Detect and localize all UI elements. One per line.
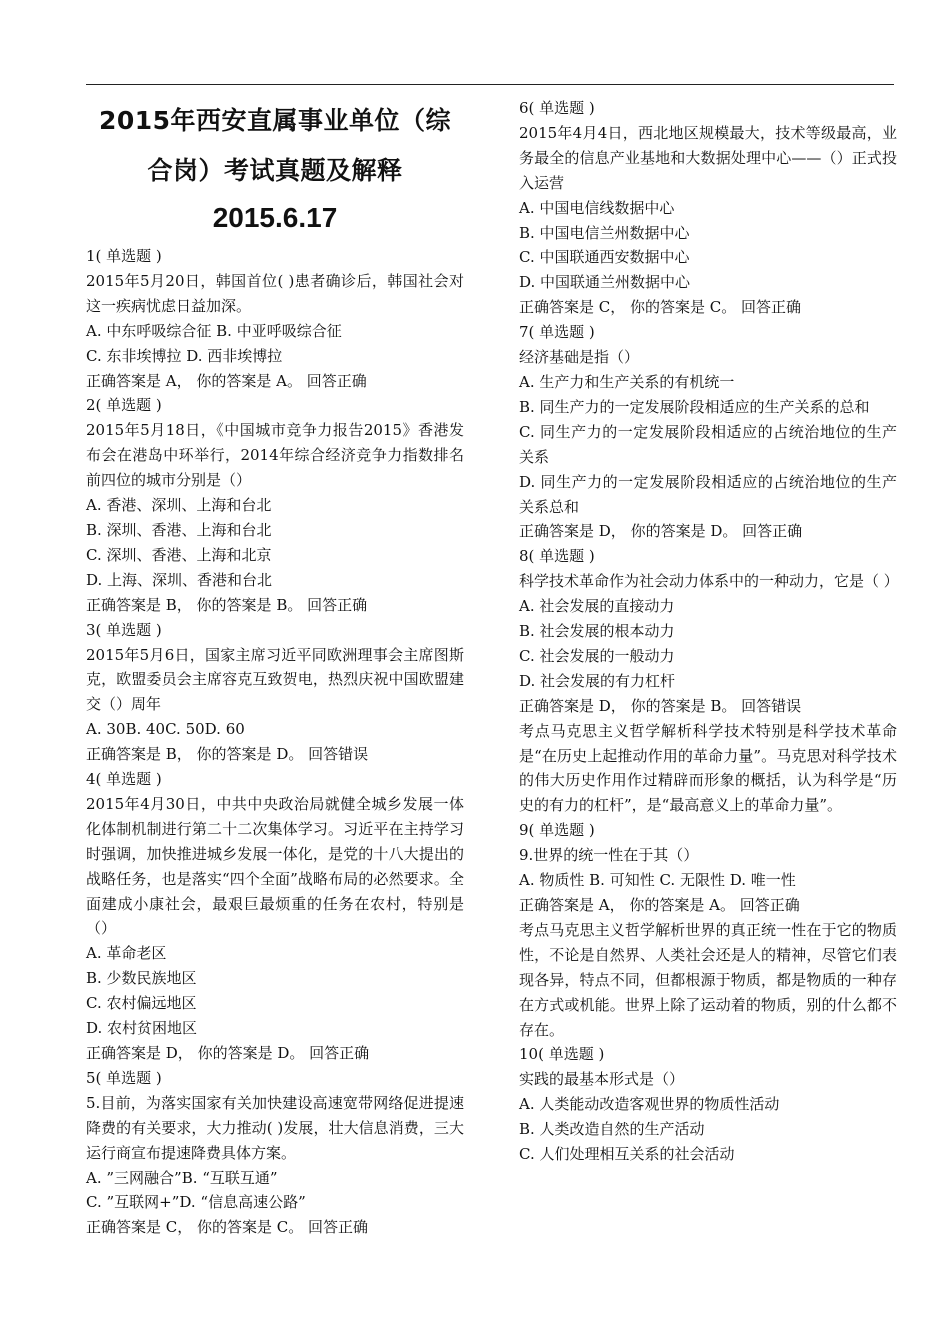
text-paragraph: 正确答案是 C， 你的答案是 C。 回答正确	[86, 1218, 369, 1237]
text-paragraph: C. 东非埃博拉 D. 西非埃博拉	[86, 346, 283, 365]
text-paragraph: C. 农村偏远地区	[86, 994, 197, 1013]
text-paragraph: 正确答案是 A， 你的答案是 A。 回答正确	[519, 896, 800, 914]
text-paragraph: A. 社会发展的直接动力	[519, 597, 675, 616]
text-paragraph: 1( 单选题 )	[86, 247, 162, 265]
text-paragraph: C. 人们处理相互关系的社会活动	[519, 1145, 735, 1164]
text-paragraph: A. 物质性 B. 可知性 C. 无限性 D. 唯一性	[519, 871, 796, 890]
text-paragraph: 2015年5月20日，韩国首位( )患者确诊后，韩国社会对这一疾病忧虑日益加深。	[86, 271, 464, 315]
text-paragraph: 科学技术革命作为社会动力体系中的一种动力，它是（ ）	[519, 572, 899, 591]
text-paragraph: 8( 单选题 )	[519, 547, 595, 566]
text-paragraph: 考点马克思主义哲学解析世界的真正统一性在于它的物质性，不论是自然界、人类社会还是人的精神，尽管它们表现各异，特点不同，但都根源于物质，都是物质的一种存在方式或机能。世界上除了运动着的物质，别的什么都不存在。	[519, 920, 897, 1039]
text-paragraph: B. 少数民族地区	[86, 969, 197, 988]
text-paragraph: 3( 单选题 )	[86, 620, 162, 639]
right-column	[519, 96, 897, 1167]
header-rule	[86, 84, 894, 85]
text-paragraph: 正确答案是 B， 你的答案是 D。 回答错误	[86, 745, 369, 764]
text-paragraph: 正确答案是 A， 你的答案是 A。 回答正确	[86, 371, 367, 390]
text-paragraph: 实践的最基本形式是（）	[519, 1070, 685, 1089]
text-paragraph: 正确答案是 C， 你的答案是 C。 回答正确	[519, 298, 802, 317]
text-paragraph: 经济基础是指（）	[519, 348, 640, 367]
text-paragraph: 2015年5月6日，国家主席习近平同欧洲理事会主席图斯克，欧盟委员会主席容克互致贺电，热烈庆祝中国欧盟建交（）周年	[86, 645, 464, 714]
text-paragraph: B. 人类改造自然的生产活动	[519, 1120, 705, 1139]
text-paragraph: B. 中国电信兰州数据中心	[519, 223, 690, 242]
text-paragraph: A. 革命老区	[86, 944, 167, 963]
document-title-line2: 合岗）考试真题及解释	[147, 156, 403, 185]
text-paragraph: D. 上海、深圳、香港和台北	[86, 570, 273, 589]
text-paragraph: 正确答案是 B， 你的答案是 B。 回答正确	[86, 595, 368, 614]
text-paragraph: 考点马克思主义哲学解析科学技术特别是科学技术革命是“在历史上起推动作用的革命力量”。马克思对科学技术的伟大历史作用作过精辟而形象的概括，认为科学是“历史的有力的杠杆”，是“最高意义上的革命力量”。	[519, 721, 897, 815]
text-paragraph: C. 同生产力的一定发展阶段相适应的占统治地位的生产关系	[519, 422, 897, 466]
text-paragraph: A. 中国电信线数据中心	[519, 198, 675, 217]
text-paragraph: 正确答案是 D， 你的答案是 D。 回答正确	[86, 1044, 370, 1062]
text-paragraph: 4( 单选题 )	[86, 770, 162, 789]
text-paragraph: 2015年4月4日，西北地区规模最大，技术等级最高，业务最全的信息产业基地和大数据处理中心——（）正式投入运营	[519, 123, 897, 192]
text-paragraph: B. 深圳、香港、上海和台北	[86, 520, 272, 539]
text-paragraph: 正确答案是 D， 你的答案是 B。 回答错误	[519, 696, 802, 715]
right-column-body	[519, 96, 897, 1167]
text-paragraph: 5.目前，为落实国家有关加快建设高速宽带网络促进提速降费的有关要求，大力推动( )发展，壮大信息消费，三大运行商宣布提速降费具体方案。	[86, 1093, 464, 1162]
text-paragraph: 6( 单选题 )	[519, 99, 595, 117]
text-paragraph: A. 生产力和生产关系的有机统一	[519, 372, 735, 391]
text-paragraph: 2( 单选题 )	[86, 396, 162, 415]
text-paragraph: A. 香港、深圳、上海和台北	[86, 496, 272, 515]
text-paragraph: D. 中国联通兰州数据中心	[519, 273, 691, 292]
text-paragraph: A. 人类能动改造客观世界的物质性活动	[519, 1095, 780, 1114]
text-paragraph: 9.世界的统一性在于其（）	[519, 846, 699, 865]
text-paragraph: 正确答案是 D， 你的答案是 D。 回答正确	[519, 522, 803, 541]
text-paragraph: 2015年5月18日，《中国城市竞争力报告2015》香港发布会在港岛中环举行，2014年综合经济竞争力指数排名前四位的城市分别是（）	[86, 421, 464, 490]
document-title-line1: 2015年西安直属事业单位（综	[98, 106, 452, 135]
document-date: 2015.6.17	[212, 202, 338, 233]
text-paragraph: B. 同生产力的一定发展阶段相适应的生产关系的总和	[519, 397, 870, 416]
text-paragraph: C. ”互联网+”D. “信息高速公路”	[86, 1193, 306, 1212]
text-paragraph: A. 中东呼吸综合征 B. 中亚呼吸综合征	[86, 321, 342, 340]
text-paragraph: D. 农村贫困地区	[86, 1019, 198, 1038]
text-paragraph: C. 深圳、香港、上海和北京	[86, 545, 272, 564]
left-column-body	[86, 244, 464, 1240]
text-paragraph: B. 社会发展的根本动力	[519, 622, 675, 641]
text-paragraph: 2015年4月30日，中共中央政治局就健全城乡发展一体化体制机制进行第二十二次集体学习。习近平在主持学习时强调，加快推进城乡发展一体化，是党的十八大提出的战略任务，也是落实“四个全面”战略布局的必然要求。全面建成小康社会，最艰巨最烦重的任务在农村，特别是（）	[86, 794, 464, 938]
text-paragraph: A. ”三网融合”B. “互联互通”	[86, 1168, 278, 1187]
text-paragraph: 10( 单选题 )	[519, 1045, 605, 1064]
text-paragraph: C. 中国联通西安数据中心	[519, 248, 690, 267]
text-paragraph: D. 同生产力的一定发展阶段相适应的占统治地位的生产关系总和	[519, 472, 897, 516]
text-paragraph: A. 30B. 40C. 50D. 60	[86, 720, 245, 739]
text-paragraph: 5( 单选题 )	[86, 1068, 162, 1087]
left-column	[86, 96, 464, 1240]
text-paragraph: C. 社会发展的一般动力	[519, 646, 675, 665]
text-paragraph: 7( 单选题 )	[519, 323, 595, 342]
text-paragraph: D. 社会发展的有力杠杆	[519, 671, 676, 690]
text-paragraph: 9( 单选题 )	[519, 821, 595, 840]
